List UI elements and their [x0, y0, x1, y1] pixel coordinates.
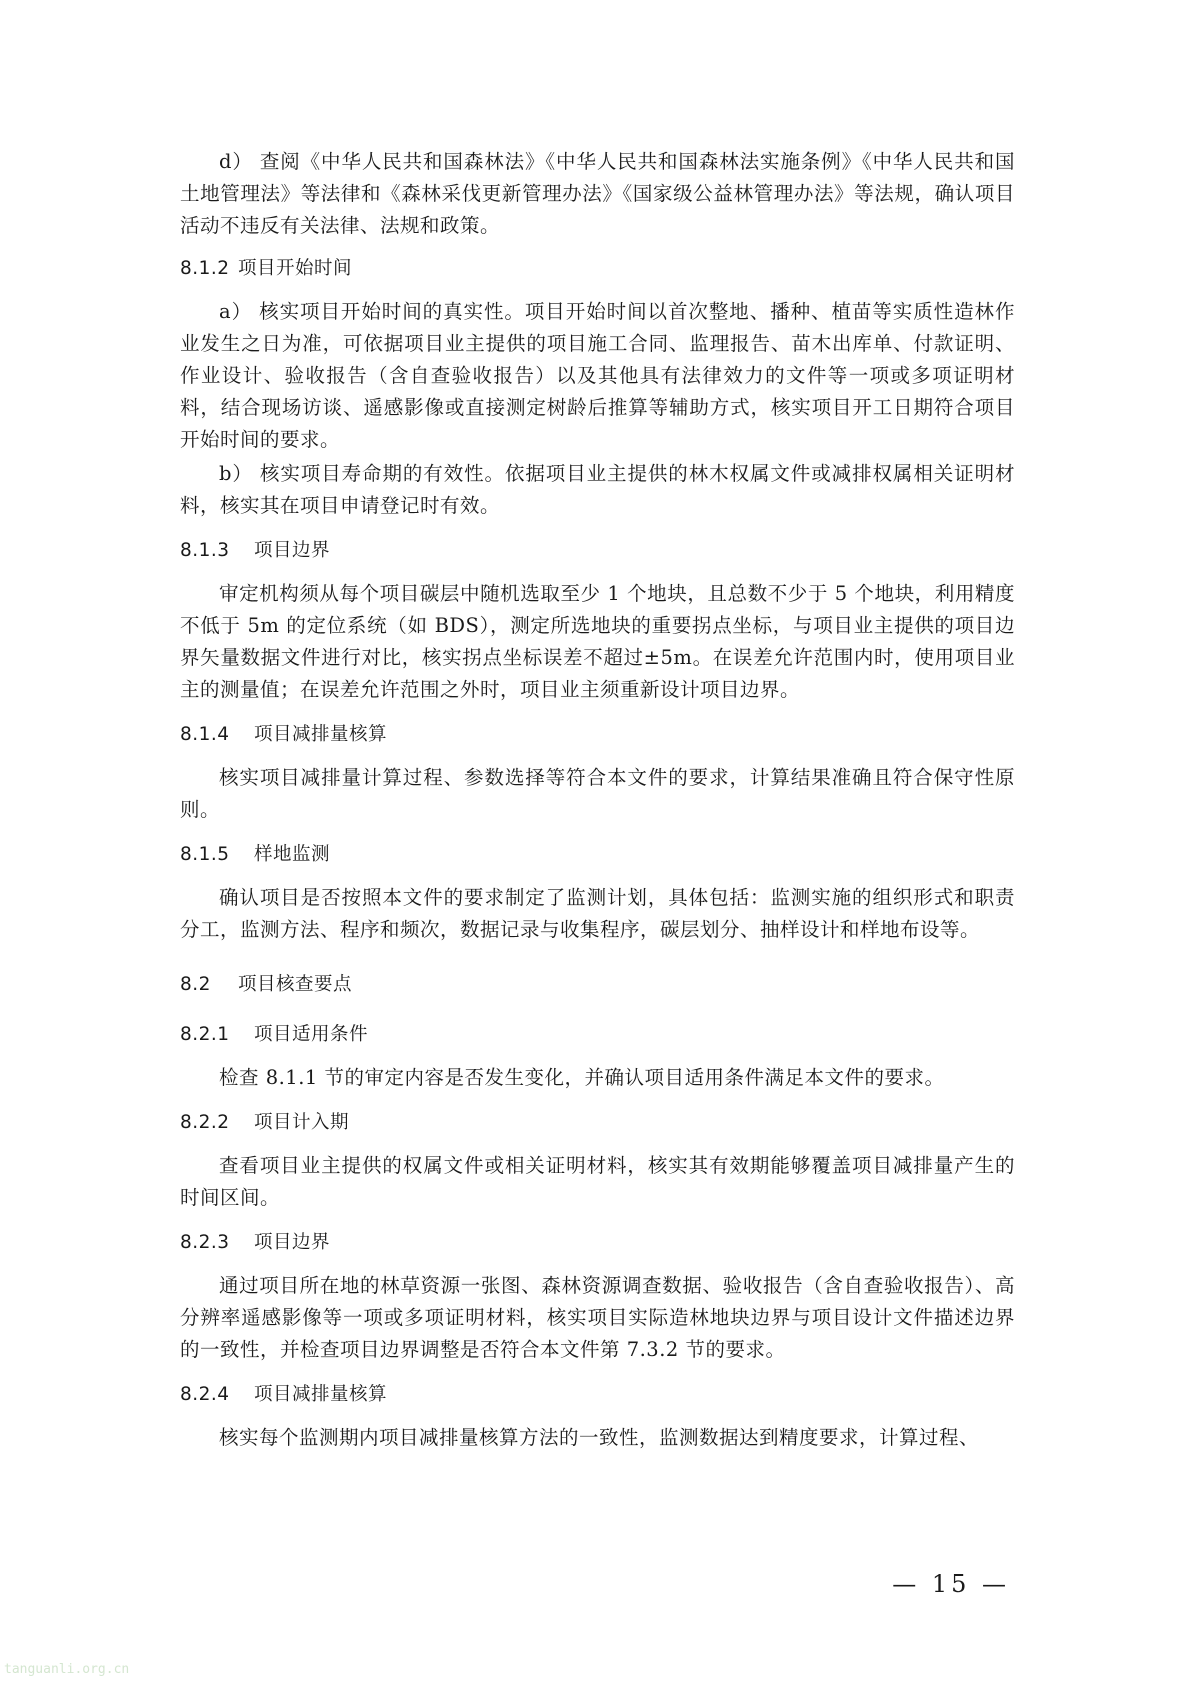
section-title: 项目减排量核算	[254, 1384, 388, 1405]
section-title: 项目核查要点	[238, 974, 353, 995]
section-title: 样地监测	[254, 844, 331, 865]
section-number: 8.1.5	[180, 844, 230, 865]
paragraph: a） 核实项目开始时间的真实性。项目开始时间以首次整地、播种、植苗等实质性造林作业发生之日为准，可依据项目业主提供的项目施工合同、监理报告、苗木出库单、付款证明、作业设计、验收报告（含自查验收报告）以及其他具有法律效力的文件等一项或多项证明材料，结合现场访谈、遥感影像或直接测定树龄后推算等辅助方式，核实项目开工日期符合项目开始时间的要求。	[180, 300, 1015, 451]
paragraph: b） 核实项目寿命期的有效性。依据项目业主提供的林木权属文件或减排权属相关证明材料，核实其在项目申请登记时有效。	[180, 462, 1015, 517]
section-heading	[180, 1380, 1015, 1410]
watermark: tanguanli.org.cn	[4, 1662, 130, 1677]
paragraph: 确认项目是否按照本文件的要求制定了监测计划，具体包括：监测实施的组织形式和职责分工，监测方法、程序和频次，数据记录与收集程序，碳层划分、抽样设计和样地布设等。	[180, 886, 1015, 941]
section-title: 项目边界	[254, 540, 331, 561]
section-title: 项目计入期	[254, 1112, 350, 1133]
section-number: 8.2	[180, 974, 211, 995]
section-heading	[180, 536, 1015, 566]
section-number: 8.2.3	[180, 1232, 230, 1253]
section-heading	[180, 254, 1015, 284]
paragraph: 查看项目业主提供的权属文件或相关证明材料，核实其有效期能够覆盖项目减排量产生的时间区间。	[180, 1154, 1015, 1209]
section-heading	[180, 1108, 1015, 1138]
section-title: 项目边界	[254, 1232, 331, 1253]
paragraph: 检查 8.1.1 节的审定内容是否发生变化，并确认项目适用条件满足本文件的要求。	[219, 1066, 945, 1089]
section-title: 项目开始时间	[238, 258, 353, 279]
section-heading	[180, 1228, 1015, 1258]
section-heading	[180, 970, 1015, 1000]
document-body	[180, 146, 1015, 1456]
paragraph: 核实项目减排量计算过程、参数选择等符合本文件的要求，计算结果准确且符合保守性原则。	[180, 766, 1015, 821]
page-number: — 15 —	[892, 1570, 1010, 1598]
section-number: 8.1.4	[180, 724, 230, 745]
section-number: 8.2.1	[180, 1024, 230, 1045]
section-number: 8.2.4	[180, 1384, 230, 1405]
section-title: 项目减排量核算	[254, 724, 388, 745]
section-number: 8.2.2	[180, 1112, 230, 1133]
paragraph: d） 查阅《中华人民共和国森林法》《中华人民共和国森林法实施条例》《中华人民共和国土地管理法》等法律和《森林采伐更新管理办法》《国家级公益林管理办法》等法规，确认项目活动不违反有关法律、法规和政策。	[180, 150, 1015, 237]
paragraph: 通过项目所在地的林草资源一张图、森林资源调查数据、验收报告（含自查验收报告）、高分辨率遥感影像等一项或多项证明材料，核实项目实际造林地块边界与项目设计文件描述边界的一致性，并检查项目边界调整是否符合本文件第 7.3.2 节的要求。	[180, 1274, 1015, 1361]
section-heading	[180, 720, 1015, 750]
section-heading	[180, 840, 1015, 870]
section-number: 8.1.3	[180, 540, 230, 561]
section-number: 8.1.2	[180, 258, 230, 279]
paragraph: 审定机构须从每个项目碳层中随机选取至少 1 个地块，且总数不少于 5 个地块，利用精度不低于 5m 的定位系统（如 BDS），测定所选地块的重要拐点坐标，与项目业主提供的项目边界矢量数据文件进行对比，核实拐点坐标误差不超过±5m。在误差允许范围内时，使用项目业主的测量值；在误差允许范围之外时，项目业主须重新设计项目边界。	[180, 582, 1015, 701]
section-title: 项目适用条件	[254, 1024, 369, 1045]
section-heading	[180, 1020, 1015, 1050]
paragraph: 核实每个监测期内项目减排量核算方法的一致性，监测数据达到精度要求，计算过程、	[219, 1426, 980, 1449]
